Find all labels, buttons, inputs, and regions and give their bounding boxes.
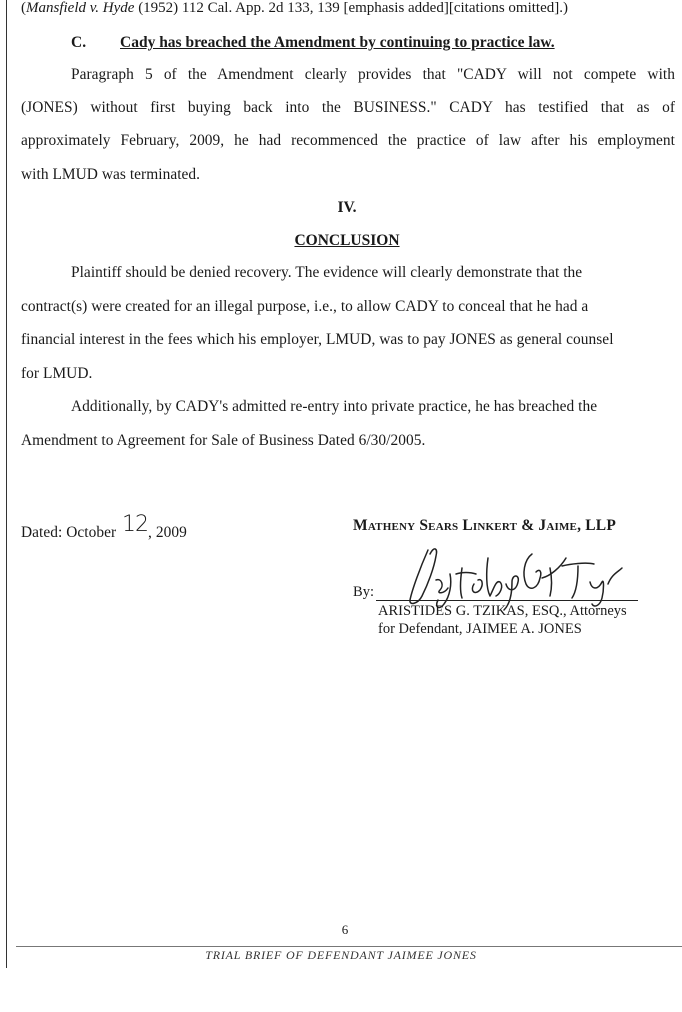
citation-detail: (1952) 112 Cal. App. 2d 133, 139 [emphasis added][citations omitted].) bbox=[134, 0, 568, 16]
conclusion-2-line-1: Additionally, by CADY's admitted re-entry into private practice, he has breached the bbox=[71, 398, 598, 415]
para-c-line-2: (JONES) without first buying back into the BUSINESS." CADY has testified that as of bbox=[21, 99, 675, 116]
left-margin-rule bbox=[6, 0, 7, 968]
section-iv-title: CONCLUSION bbox=[294, 232, 400, 249]
case-name: Mansfield v. Hyde bbox=[26, 0, 135, 16]
case-citation: (Mansfield v. Hyde (1952) 112 Cal. App. 2d 133, 139 [emphasis added][citations omitted].) bbox=[21, 0, 568, 16]
footer-title: TRIAL BRIEF OF DEFENDANT JAIMEE JONES bbox=[205, 948, 477, 962]
section-c-title: Cady has breached the Amendment by continuing to practice law. bbox=[120, 34, 555, 51]
para-c-line-1: Paragraph 5 of the Amendment clearly provides that "CADY will not compete with bbox=[71, 66, 675, 83]
footer-rule bbox=[16, 946, 682, 947]
conclusion-1-line-4: for LMUD. bbox=[21, 365, 93, 382]
law-firm-name: Matheny Sears Linkert & Jaime, LLP bbox=[353, 517, 616, 534]
conclusion-1-line-3: financial interest in the fees which his employer, LMUD, was to pay JONES as general counsel bbox=[21, 331, 614, 348]
para-c-line-3: approximately February, 2009, he had recommenced the practice of law after his employment bbox=[21, 132, 675, 149]
dated-line bbox=[21, 512, 187, 543]
attorney-line-2: for Defendant, JAIMEE A. JONES bbox=[378, 621, 582, 637]
conclusion-1-line-2: contract(s) were created for an illegal purpose, i.e., to allow CADY to conceal that he had a bbox=[21, 298, 589, 315]
dated-day-handwritten: 12 bbox=[122, 512, 149, 537]
section-c-heading bbox=[71, 34, 555, 52]
section-c-letter: C. bbox=[71, 34, 87, 51]
section-iv-numeral: IV. bbox=[337, 199, 357, 216]
attorney-block bbox=[378, 602, 627, 638]
dated-year: , 2009 bbox=[148, 524, 187, 541]
signature-by-label: By: bbox=[353, 584, 375, 600]
dated-prefix: Dated: October bbox=[21, 524, 117, 541]
para-c-line-4: with LMUD was terminated. bbox=[21, 166, 201, 183]
section-iv-heading bbox=[0, 232, 682, 250]
conclusion-1-line-1: Plaintiff should be denied recovery. The evidence will clearly demonstrate that the bbox=[71, 264, 583, 281]
signature-line bbox=[376, 600, 638, 601]
attorney-line-1: ARISTIDES G. TZIKAS, ESQ., Attorneys bbox=[378, 603, 627, 619]
page-number: 6 bbox=[341, 922, 349, 937]
conclusion-2-line-2: Amendment to Agreement for Sale of Business Dated 6/30/2005. bbox=[21, 432, 426, 449]
